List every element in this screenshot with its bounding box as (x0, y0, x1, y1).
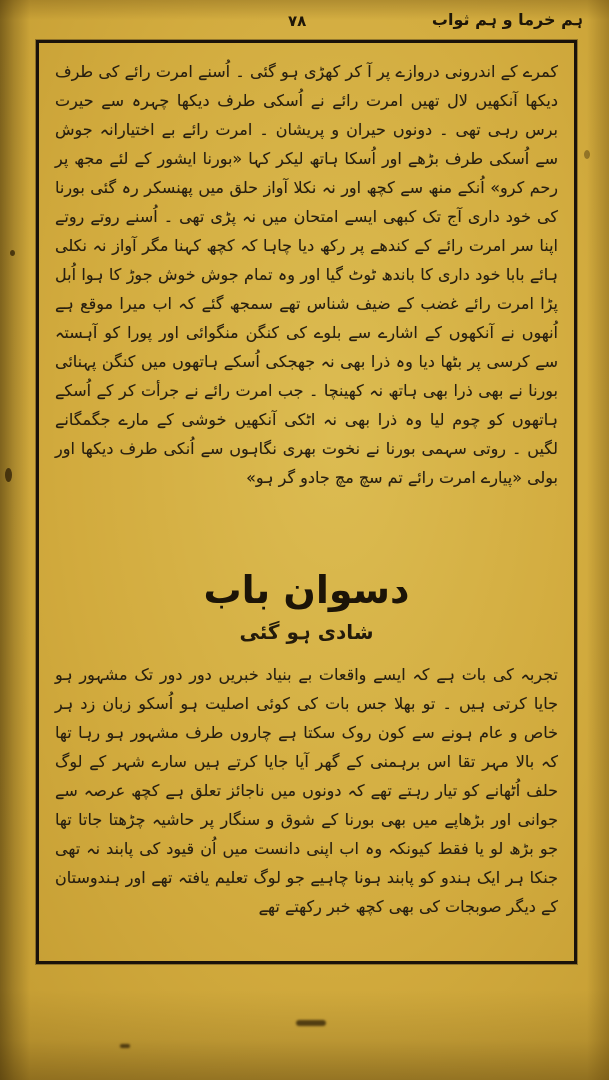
ink-speck (120, 1044, 130, 1048)
page-header (0, 6, 609, 36)
page-number: ٧٨ (288, 12, 307, 30)
running-title: ہم خرما و ہم ثواب (431, 10, 583, 29)
body-text-bottom: تجربہ کی بات ہے کہ ایسے واقعات بے بنیاد خبریں دور دور تک مشہور ہو جایا کرتی ہیں ۔ تو بھلا جس بات کی کوئی اصلیت ہو اُسکو زبان زد ہر خاص و عام ہونے سے کون روک سکتا ہے چاروں طرف مشہور ہو رہا تھا کہ بالا مہر تقا اس برہمنی کے گھر آیا جایا کرتے ہیں سارے شہر کے لوگ حلف اُٹھانے کو تیار رہتے تھے کہ دونوں میں ناجائز تعلق ہے کچھ عرصہ سے جوانی اور بڑھاپے میں بھی بورنا کے شوق و سنگار پر حاشیہ چڑھتا جاتا تھا جو بڑھ لو یا فقط کیونکہ وہ اب اپنی دانست میں اُن قیود کی پابند نہ تھی جنکا ہر ایک ہندو کو پابند ہونا چاہیے جو لوگ تعلیم یافتہ تھے اور ہندوستان کے دیگر صوبجات کی بھی کچھ خبر رکھتے تھے (55, 665, 558, 916)
ink-speck (296, 1020, 326, 1026)
body-text-top: کمرے کے اندرونی دروازے پر آ کر کھڑی ہو گئی ۔ اُسنے امرت رائے کی طرف دیکھا آنکھیں لال تھیں امرت رائے نے اُسکی طرف دیکھا چہرہ سے حیرت برس رہی تھی ۔ دونوں حیران و پریشان ۔ امرت رائے بے اختیارانہ جوش سے اُسکی طرف بڑھے اور اُسکا ہاتھ لیکر کہا «بورنا ایشور کے لئے مجھ پر رحم کرو» اُنکے منھ سے کچھ اور نہ نکلا آواز حلق میں پھنسکر رہ گئی بورنا کی خود داری آج تک کبھی ایسے امتحان میں نہ پڑی تھی ۔ اُسنے روتے روتے اپنا سر امرت رائے کے کندھے پر رکھ دیا چاہا کہ کچھ کہنا مگر آواز نہ نکلی ہائے بابا خود داری کا باندھ ٹوٹ گیا اور وہ تمام جوش خوش جوڑ کا ہوا اُبل پڑا امرت رائے غضب کے ضیف شناس تھے سمجھ گئے کہ اب میرا موقع ہے اُنھوں نے آنکھوں کے اشارے سے بلوے کی کنگن منگوائی اور پورا کو آہستہ سے کرسی پر بٹھا دیا وہ ذرا بھی نہ جھجکی اُسکے ہاتھوں میں کنگن پہنائی بورنا نے بھی ذرا بھی ہاتھ نہ کھینچا ۔ جب امرت رائے نے جرأت کر کے اُسکے ہاتھوں کو چوم لیا وہ ذرا بھی نہ اٹکی آنکھیں خوشی کے مارے جگمگانے لگیں ۔ روتی سہمی بورنا نے نخوت بھری نگاہوں سے اُنکی طرف دیکھا اور بولی «پیارے امرت رائے تم سچ مچ جادو گر ہو» (55, 62, 559, 487)
text-frame (36, 40, 577, 964)
ink-speck (5, 468, 12, 482)
ink-speck (10, 250, 15, 256)
section-subheading: شادی ہو گئی (239, 620, 374, 644)
ink-speck (584, 150, 590, 159)
chapter-heading: دسوان باب (203, 568, 410, 612)
